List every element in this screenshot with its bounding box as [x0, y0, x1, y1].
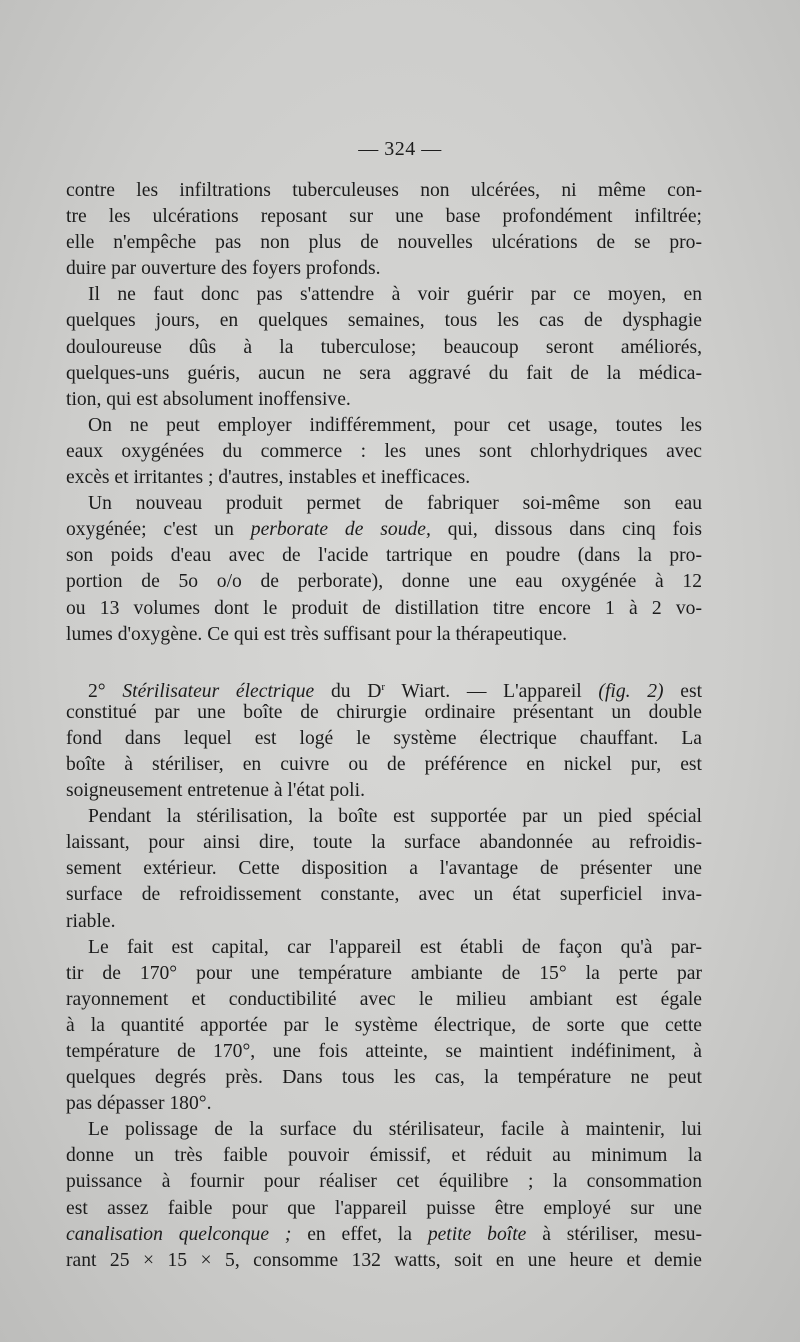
italic-term: canalisation quelconque ;	[66, 1223, 292, 1245]
section-number: 2°	[88, 680, 106, 702]
text-line: rant 25 × 15 × 5, consomme 132 watts, soit en une heure et demie	[66, 1249, 702, 1271]
text-line: lumes d'oxygène. Ce qui est très suffisant pour la thérapeutique.	[66, 623, 568, 645]
text-line: Pendant la stérilisation, la boîte est supportée par un pied spécial	[88, 806, 702, 828]
text-segment: est	[680, 680, 703, 702]
text-line	[66, 517, 702, 543]
text-segment: oxygénée; c'est un	[66, 519, 234, 541]
italic-term: perborate de soude,	[250, 519, 431, 541]
text-line: boîte à stériliser, en cuivre ou de préférence en nickel pur, est	[66, 753, 702, 775]
text-line: est assez faible pour que l'appareil puisse être employé sur une	[66, 1197, 702, 1219]
page-number: — 324 —	[358, 138, 442, 160]
text-segment: à stériliser, mesu-	[542, 1223, 703, 1245]
text-line: duire par ouverture des foyers profonds.	[66, 258, 381, 280]
text-line: portion de 5o o/o de perborate), donne une eau oxygénée à 12	[66, 571, 702, 593]
text-line: quelques jours, en quelques semaines, tous les cas de dysphagie	[66, 310, 702, 332]
text-line: elle n'empêche pas non plus de nouvelles ulcérations de se pro-	[66, 232, 702, 254]
text-line: laissant, pour ainsi dire, toute la surface abandonnée au refroidis-	[66, 832, 702, 854]
text-line: douloureuse dûs à la tuberculose; beaucoup seront améliorés,	[66, 336, 702, 358]
text-line: quelques-uns guéris, aucun ne sera aggravé du fait de la médica-	[66, 362, 702, 384]
text-line: constitué par une boîte de chirurgie ordinaire présentant un double	[66, 701, 702, 723]
text-line: Le fait est capital, car l'appareil est établi de façon qu'à par-	[88, 936, 702, 958]
paragraph-gap	[66, 648, 702, 674]
text-line: donne un très faible pouvoir émissif, et réduit au minimum la	[66, 1145, 702, 1167]
superscript: r	[381, 680, 386, 693]
text-line: ou 13 volumes dont le produit de distillation titre encore 1 à 2 vo-	[66, 597, 702, 619]
text-line	[66, 1222, 702, 1248]
text-line: Il ne faut donc pas s'attendre à voir guérir par ce moyen, en	[88, 284, 702, 306]
figure-reference: (fig. 2)	[598, 680, 664, 702]
text-line: tir de 170° pour une température ambiante de 15° la perte par	[66, 962, 702, 984]
text-line: température de 170°, une fois atteinte, se maintient indéfiniment, à	[66, 1041, 702, 1062]
text-line: On ne peut employer indifféremment, pour cet usage, toutes les	[88, 414, 702, 436]
text-line: excès et irritantes ; d'autres, instables et inefficaces.	[66, 467, 471, 489]
text-line: eaux oxygénées du commerce : les unes sont chlorhydriques avec	[66, 440, 702, 462]
text-line: quelques degrés près. Dans tous les cas, la température ne peut	[66, 1067, 702, 1089]
text-line: surface de refroidissement constante, avec un état superficiel inva-	[66, 884, 702, 906]
text-line: Le polissage de la surface du stérilisateur, facile à maintenir, lui	[88, 1119, 702, 1141]
text-line: pas dépasser 180°.	[66, 1093, 212, 1115]
text-segment: qui, dissous dans cinq fois	[447, 519, 703, 541]
text-line: sement extérieur. Cette disposition a l'avantage de présenter une	[66, 858, 702, 880]
text-segment: en effet, la	[307, 1223, 412, 1245]
text-line	[66, 674, 702, 700]
text-line: puissance à fournir pour réaliser cet équilibre ; la consommation	[66, 1171, 702, 1193]
text-line: contre les infiltrations tuberculeuses non ulcérées, ni même con-	[66, 180, 702, 201]
text-line: fond dans lequel est logé le système électrique chauffant. La	[66, 727, 702, 749]
text-line: tre les ulcérations reposant sur une base profondément infiltrée;	[66, 206, 702, 228]
body-text	[66, 178, 702, 1274]
text-segment: du D	[330, 680, 382, 702]
text-line: son poids d'eau avec de l'acide tartrique en poudre (dans la pro-	[66, 545, 702, 567]
text-line: soigneusement entretenue à l'état poli.	[66, 780, 365, 802]
section-title: Stérilisateur électrique	[122, 680, 315, 702]
text-line: Un nouveau produit permet de fabriquer soi-même son eau	[88, 493, 702, 515]
text-line: tion, qui est absolument inoffensive.	[66, 388, 351, 410]
text-line: riable.	[66, 910, 116, 932]
text-line: à la quantité apportée par le système électrique, de sorte que cette	[66, 1014, 702, 1036]
italic-term: petite boîte	[427, 1223, 527, 1245]
text-segment: Wiart. — L'appareil	[401, 680, 582, 702]
text-line: rayonnement et conductibilité avec le milieu ambiant est égale	[66, 988, 702, 1010]
